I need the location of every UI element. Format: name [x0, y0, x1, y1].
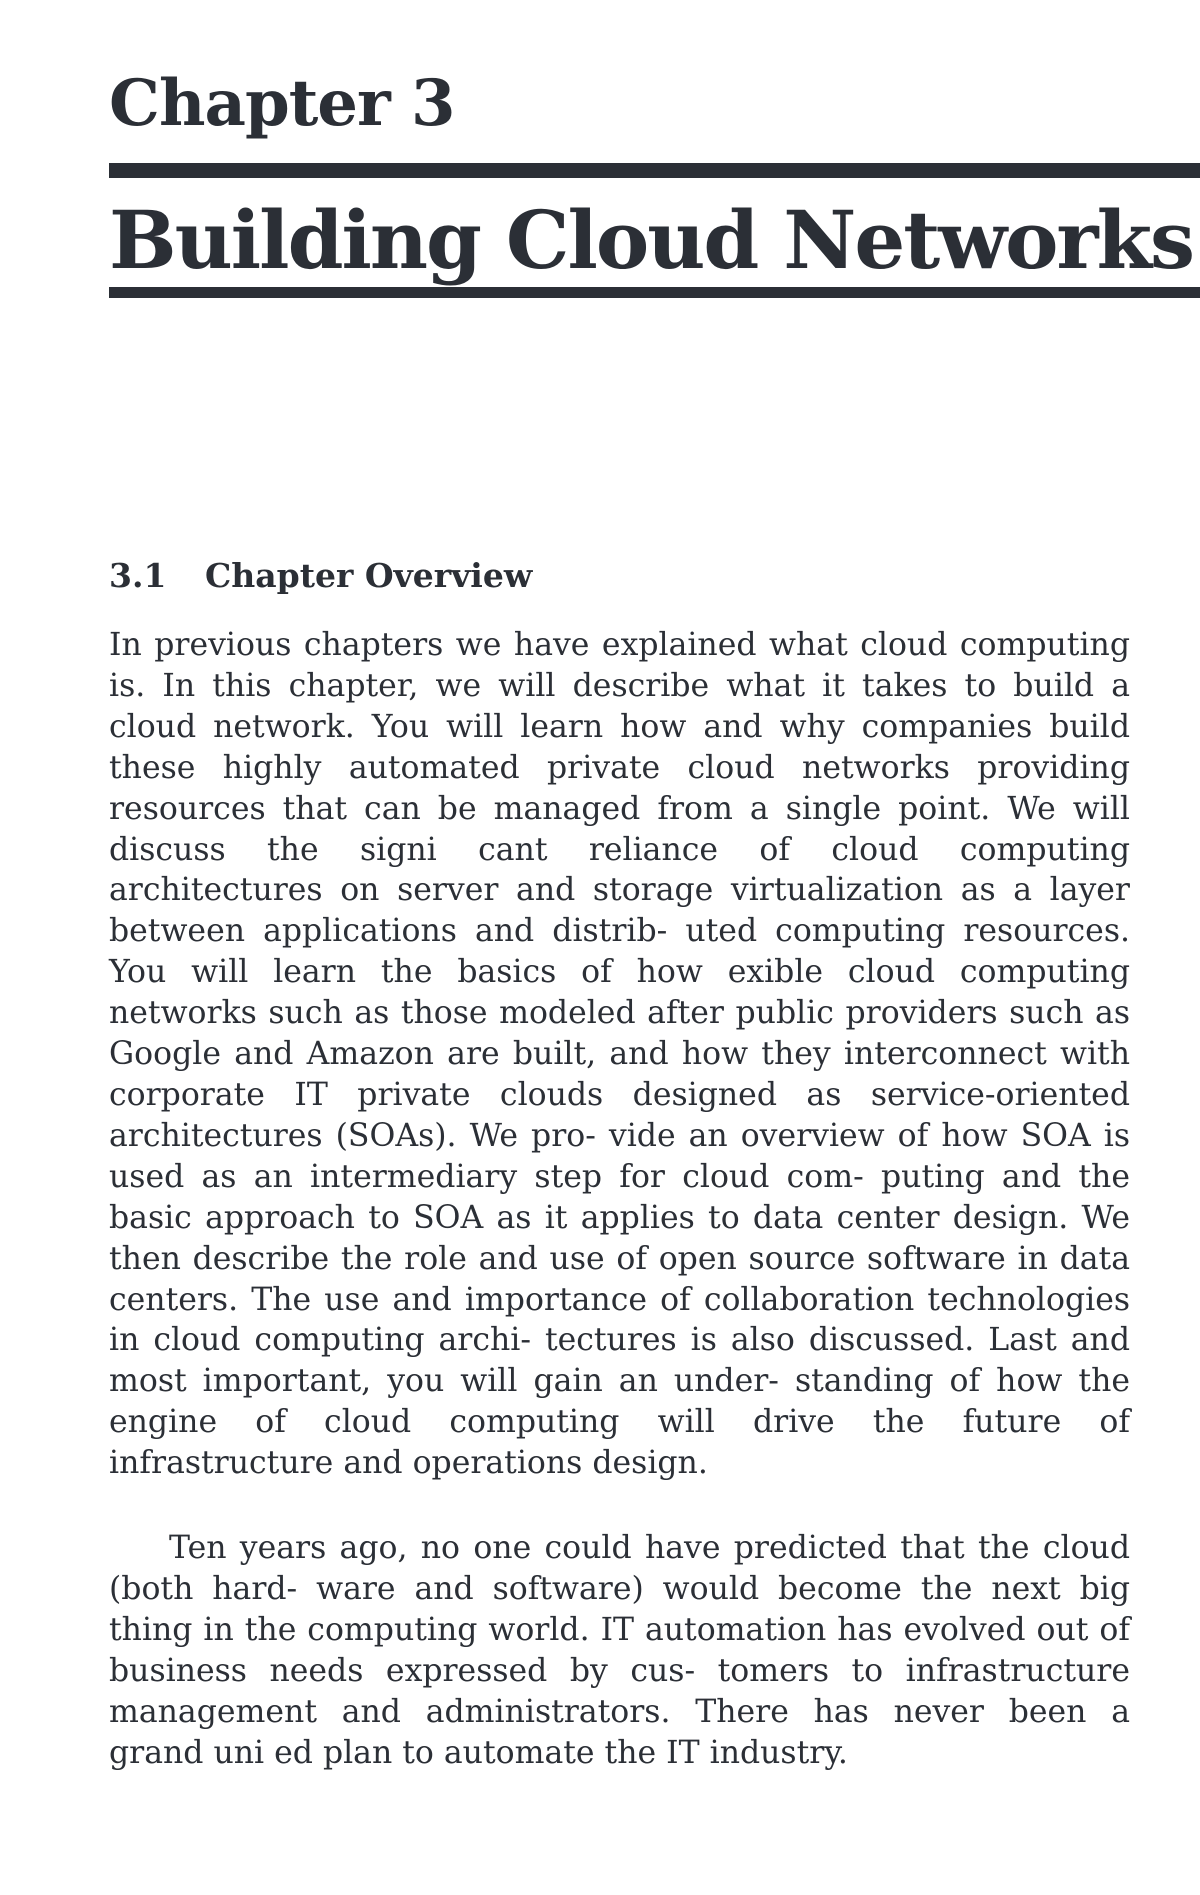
- body-paragraph-1: In previous chapters we have explained what cloud computing is. In this chapter, we will describe what it takes to build a cloud network. You will learn how and why companies build these highly automated private cloud networks providing resources that can be managed from a single point. We will discuss the signi cant reliance of cloud computing architectures on server and storage virtualization as a layer between applications and distrib- uted computing resources. You will learn the basics of how exible cloud computing networks such as those modeled after public providers such as Google and Amazon are built, and how they interconnect with corporate IT private clouds designed as service-oriented architectures (SOAs). We pro- vide an overview of how SOA is used as an intermediary step for cloud com- puting and the basic approach to SOA as it applies to data center design. We then describe the role and use of open source software in data centers. The use and importance of collaboration technologies in cloud computing archi- tectures is also discussed. Last and most important, you will gain an under- standing of how the engine of cloud computing will drive the future of infrastructure and operations design.: [109, 627, 1130, 1482]
- top-divider-rule: [109, 163, 1200, 178]
- body-paragraph-2: Ten years ago, no one could have predicted that the cloud (both hard- ware and software) would become the next big thing in the computing world. IT automation has evolved out of business needs expressed by cus- tomers to infrastructure management and administrators. There has never been a grand uni ed plan to automate the IT industry.: [109, 1530, 1130, 1771]
- section-heading: [109, 554, 532, 598]
- bottom-divider-rule: [109, 287, 1200, 298]
- chapter-label: Chapter 3: [109, 66, 455, 141]
- chapter-title: Building Cloud Networks: [109, 193, 1194, 287]
- section-title: Chapter Overview: [205, 556, 533, 595]
- section-number: 3.1: [109, 556, 167, 595]
